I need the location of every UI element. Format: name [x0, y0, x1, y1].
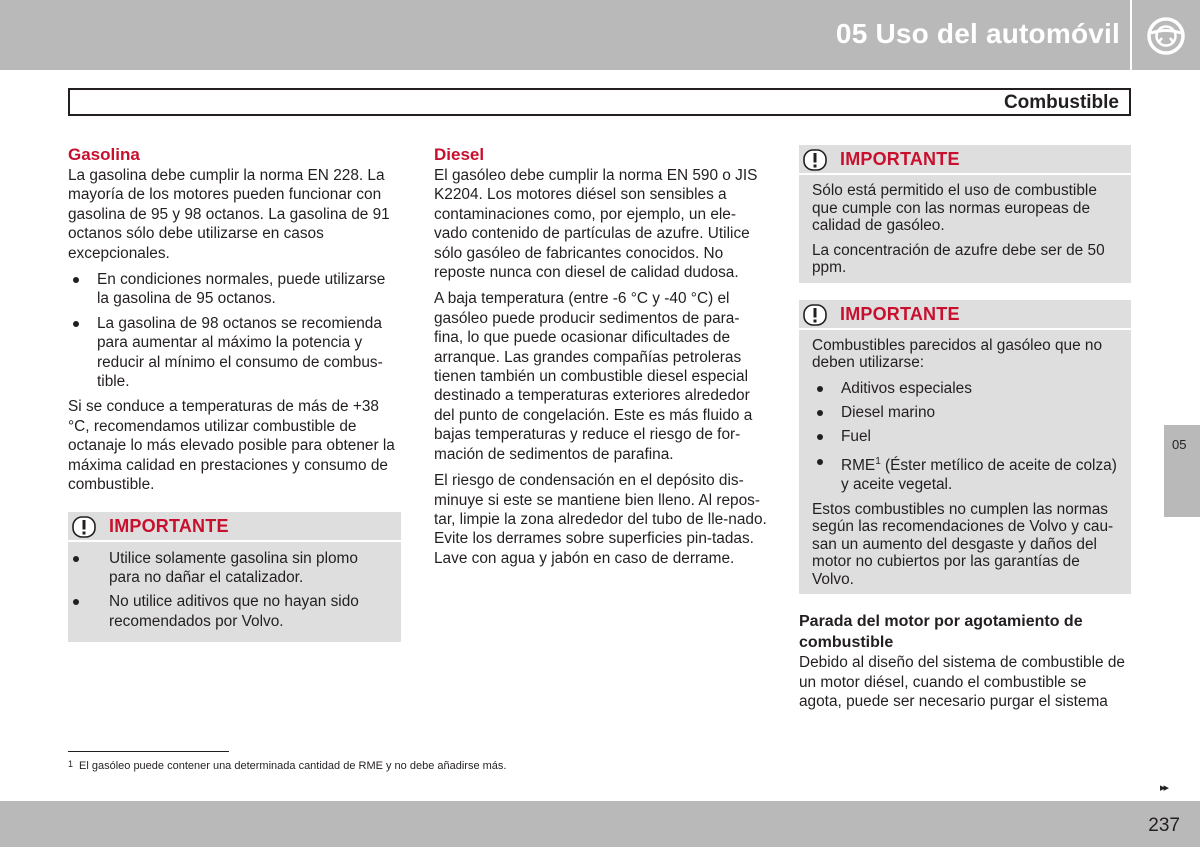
top-header-bar	[0, 0, 1130, 70]
chapter-title: 05 Uso del automóvil	[835, 18, 1120, 49]
bottom-footer-bar	[0, 801, 1200, 847]
column-diesel	[434, 145, 767, 575]
gasolina-intro: La gasolina debe cumplir la norma EN 228. La mayoría de los motores pueden funcionar con gasolina de 95 y 98 octanos. La gasolina de 91 octanos sólo debe utilizarse en casos excepcionales.	[68, 167, 390, 262]
rme-label: RME	[841, 456, 876, 474]
diesel-paragraph-2: A baja temperatura (entre -6 °C y -40 °C) el gasóleo puede producir sedimentos de para-fina, lo que puede ocasionar dificultades de arranque. Las grandes compañías petroleras tienen también un combustible diesel especial destinado a temperaturas exteriores alrededor del punto de congelación. Este es más fluido a bajas temperaturas y reduce el riesgo de for-mación de sedimentos de parafina.	[434, 290, 753, 463]
important-box-diesel-quality	[799, 145, 1131, 283]
important-outro: Estos combustibles no cumplen las normas según las recomendaciones de Volvo y cau-san un aumento del desgaste y daños del motor no cubiertos por las garantías de Volvo.	[812, 500, 1114, 588]
footnote-ref: 1	[875, 455, 881, 467]
continue-arrow-icon: ▸▸	[1160, 782, 1168, 794]
diesel-paragraph-3: El riesgo de condensación en el depósito dis-minuye si este se mantiene bien lleno. Al repos-tar, limpie la zona alrededor del tubo de lle-nado. Evite los derrames sobre superficies pin-tadas. Lave con agua y jabón en caso de derrame.	[434, 472, 767, 567]
column-gasolina	[68, 145, 401, 642]
footnote-marker: 1	[68, 759, 74, 769]
important-bullets	[68, 549, 391, 632]
chapter-side-tab	[1164, 425, 1200, 517]
list-item: Diesel marino	[812, 403, 1121, 422]
list-item: Fuel	[812, 427, 1121, 446]
chapter-icon-box	[1132, 0, 1200, 70]
warning-icon	[72, 516, 96, 538]
rme-description: (Éster metílico de aceite de colza) y aceite vegetal.	[841, 456, 1117, 494]
gasolina-heading: Gasolina	[68, 145, 140, 164]
diesel-paragraph-1: El gasóleo debe cumplir la norma EN 590 o JIS K2204. Los motores diésel son sensibles a contaminaciones como, por ejemplo, un ele-vado contenido de partículas de azufre. Utilice sólo gasóleo de fabricantes conocidos. No reposte nunca con diesel de calidad dudosa.	[434, 167, 758, 282]
gasolina-paragraph: Si se conduce a temperaturas de más de +38 °C, recomendamos utilizar combustible de octanaje lo más elevado posible para obtener la máxima calidad en prestaciones y consumo de combustible.	[68, 398, 395, 494]
important-body	[799, 330, 1131, 595]
list-item: No utilice aditivos que no hayan sido recomendados por Volvo.	[68, 592, 391, 631]
important-title: IMPORTANTE	[840, 303, 960, 324]
fuel-exhaustion-heading: Parada del motor por agotamiento de combustible	[799, 613, 1083, 652]
section-title: Combustible	[1003, 92, 1119, 113]
list-item: Aditivos especiales	[812, 379, 1121, 398]
warning-icon	[803, 149, 827, 171]
warning-icon	[803, 304, 827, 326]
important-intro: Combustibles parecidos al gasóleo que no deben utilizarse:	[812, 336, 1103, 371]
footnote-divider	[68, 751, 229, 752]
forbidden-fuel-list	[812, 379, 1121, 495]
fuel-exhaustion-paragraph: Debido al diseño del sistema de combustible de un motor diésel, cuando el combustible se agota, puede ser necesario purgar el sistema	[799, 654, 1125, 710]
page-number: 237	[1148, 815, 1180, 836]
important-header	[799, 145, 1131, 175]
important-title: IMPORTANTE	[840, 149, 960, 169]
list-item-rme	[812, 452, 1121, 495]
footnote	[68, 759, 506, 772]
column-right	[799, 145, 1131, 718]
important-box-forbidden-fuels	[799, 300, 1131, 595]
important-box-gasolina	[68, 512, 401, 643]
list-item: Utilice solamente gasolina sin plomo para no dañar el catalizador.	[68, 549, 391, 588]
footnote-text: El gasóleo puede contener una determinada cantidad de RME y no debe añadirse más.	[79, 760, 507, 772]
section-header	[68, 88, 1131, 116]
important-header	[799, 300, 1131, 330]
list-item: La gasolina de 98 octanos se recomienda para aumentar al máximo la potencia y reducir al mínimo el consumo de combus-tible.	[68, 314, 401, 392]
important-body	[68, 542, 401, 643]
important-title: IMPORTANTE	[109, 515, 229, 536]
list-item: En condiciones normales, puede utilizarse la gasolina de 95 octanos.	[68, 270, 401, 309]
important-body	[799, 175, 1131, 283]
diesel-heading: Diesel	[434, 145, 485, 164]
important-paragraph: Sólo está permitido el uso de combustible que cumple con las normas europeas de calidad de gasóleo.	[812, 182, 1097, 234]
steering-wheel-icon	[1146, 16, 1186, 56]
side-tab-label: 05	[1172, 437, 1187, 452]
important-paragraph: La concentración de azufre debe ser de 50 ppm.	[812, 241, 1105, 276]
important-header	[68, 512, 401, 542]
gasolina-bullets	[68, 270, 401, 391]
